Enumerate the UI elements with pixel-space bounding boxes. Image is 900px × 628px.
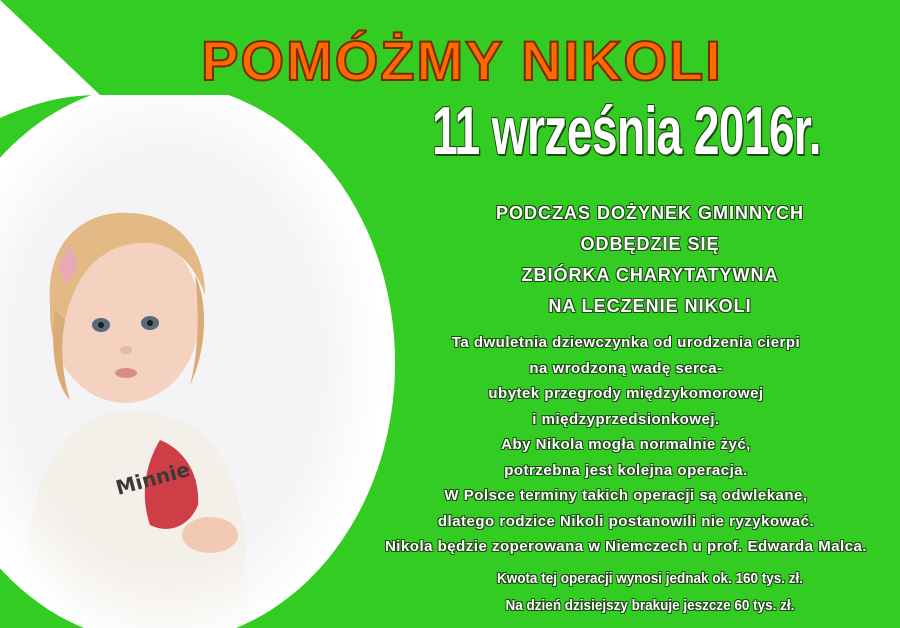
- description-line: Ta dwuletnia dziewczynka od urodzenia cierpi: [451, 334, 801, 351]
- description-line: Aby Nikola mogła normalnie żyć,: [501, 436, 751, 453]
- description-block: [352, 330, 900, 560]
- description-line: Nikola będzie zoperowana w Niemczech u prof. Edwarda Malca.: [384, 538, 868, 555]
- headline-line: PODCZAS DOŻYNEK GMINNYCH: [495, 203, 804, 223]
- headline-line: NA LECZENIE NIKOLI: [548, 296, 752, 316]
- cost-line: Kwota tej operacji wynosi jednak ok. 160 tys. zł.: [496, 570, 804, 587]
- headline-block: [400, 198, 900, 322]
- cost-line: Na dzień dzisiejszy brakuje jeszcze 60 tys. zł.: [505, 597, 795, 614]
- description-line: ubytek przegrody międzykomorowej: [488, 385, 764, 402]
- description-line: i międzyprzedsionkowej.: [532, 410, 720, 428]
- description-line: dlatego rodzice Nikoli postanowili nie ryzykować.: [437, 512, 815, 530]
- description-line: W Polsce terminy takich operacji są odwlekane,: [444, 487, 808, 504]
- description-line: potrzebna jest kolejna operacja.: [504, 461, 748, 479]
- cost-block: [400, 565, 900, 619]
- poster-title: POMÓŻMY NIKOLI: [201, 29, 723, 92]
- event-date: 11 września 2016r.: [432, 93, 821, 169]
- headline-line: ODBĘDZIE SIĘ: [580, 234, 720, 254]
- child-photo: [0, 95, 395, 628]
- description-line: na wrodzoną wadę serca-: [529, 359, 723, 377]
- headline-line: ZBIÓRKA CHARYTATYWNA: [521, 265, 779, 285]
